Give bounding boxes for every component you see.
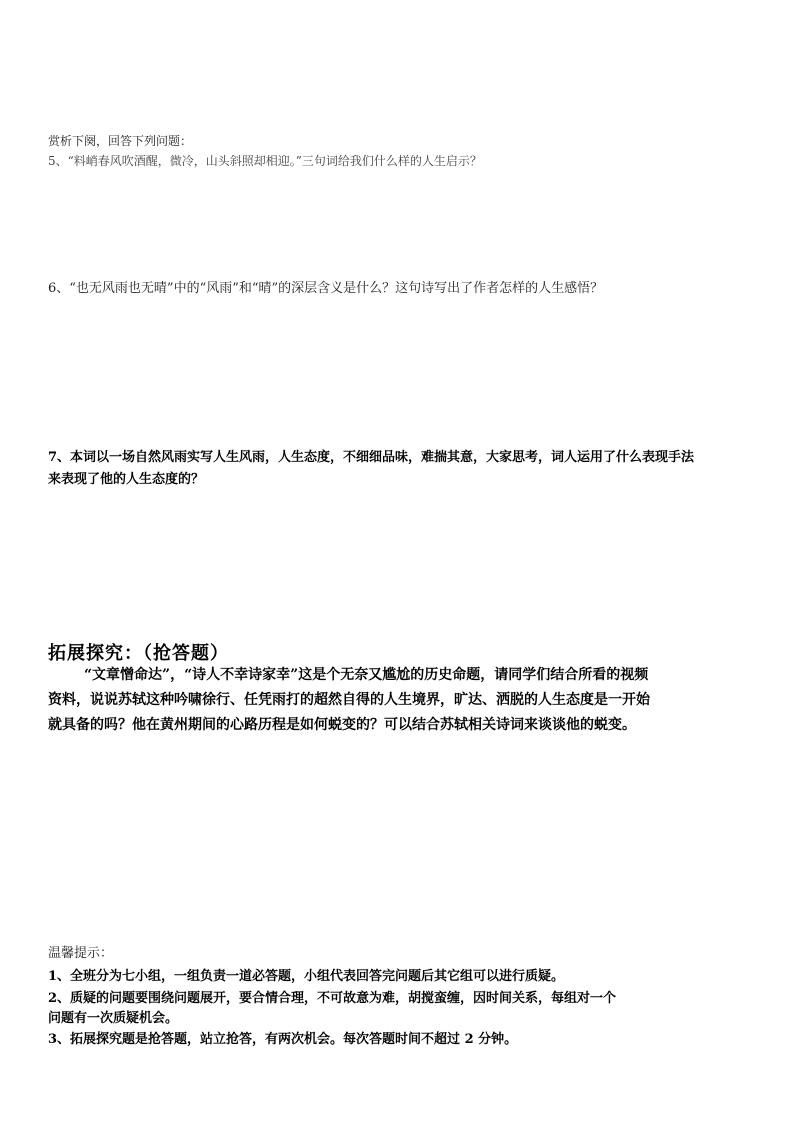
extension-body bbox=[48, 663, 748, 738]
extension-line-2: 资料，说说苏轼这种吟啸徐行、任凭雨打的超然自得的人生境界，旷达、洒脱的人生态度是一开始 bbox=[48, 692, 650, 708]
section-intro: 赏析下阕，回答下列问题： bbox=[48, 134, 193, 148]
tip-item-2-line-2: 问题有一次质疑机会。 bbox=[48, 1011, 179, 1026]
extension-line-1: “文章憎命达”，“诗人不幸诗家幸”这是个无奈又尴尬的历史命题，请同学们结合所看的视频 bbox=[84, 667, 649, 683]
question-6: 6、“也无风雨也无晴”中的“风雨”和“晴”的深层含义是什么？这句诗写出了作者怎样的人生感悟？ bbox=[48, 281, 604, 296]
tip-item-2-line-1: 2、质疑的问题要围绕问题展开，要合情合理，不可故意为难，胡搅蛮缠，因时间关系，每组对一个 bbox=[48, 991, 617, 1006]
extension-line-3: 就具备的吗？他在黄州期间的心路历程是如何蜕变的？可以结合苏轼相关诗词来谈谈他的蜕变。 bbox=[48, 717, 636, 733]
tips-title: 温馨提示： bbox=[48, 946, 114, 961]
extension-title: 拓展探究：（抢答题） bbox=[48, 643, 229, 664]
question-7-line-2: 来表现了他的人生态度的？ bbox=[48, 472, 205, 487]
question-5: 5、“料峭春风吹酒醒，微冷，山头斜照却相迎。”三句词给我们什么样的人生启示？ bbox=[48, 154, 482, 168]
question-7-line-1: 7、本词以一场自然风雨实写人生风雨，人生态度，不细细品味，难揣其意，大家思考，词人运用了什么表现手法 bbox=[48, 450, 695, 465]
tip-item-1: 1、全班分为七小组，一组负责一道必答题，小组代表回答完问题后其它组可以进行质疑。 bbox=[48, 969, 565, 984]
tip-item-3: 3、拓展探究题是抢答题，站立抢答，有两次机会。每次答题时间不超过 2 分钟。 bbox=[48, 1032, 518, 1047]
